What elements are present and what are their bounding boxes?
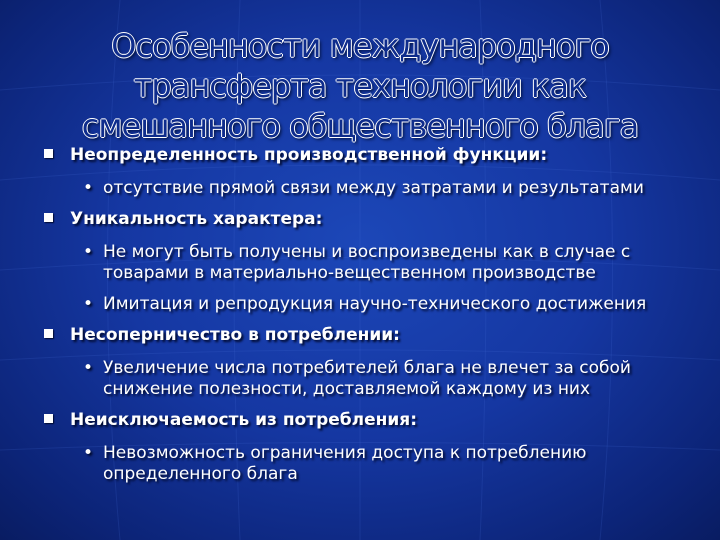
dot-bullet-icon: • [83,242,94,262]
list-item [44,358,708,400]
list-item [44,443,708,485]
dot-bullet-icon: • [83,358,94,378]
list-item [44,294,708,315]
section-heading-text: Неисключаемость из потребления: [70,410,418,430]
bullet-list [44,145,708,497]
dot-bullet-icon: • [83,443,94,463]
section-heading [44,209,708,229]
section-heading-text: Несоперничество в потреблении: [70,325,400,345]
dot-bullet-icon: • [83,294,94,314]
list-item [44,178,708,199]
section-heading [44,410,708,430]
section-heading-text: Неопределенность производственной функции: [70,145,548,165]
list-item-text: Увеличение числа потребителей блага не влечет за собой снижение полезности, доставляемой каждому из них [103,358,631,399]
list-item-text: Не могут быть получены и воспроизведены как в случае с товарами в материально-вещественном производстве [103,242,631,283]
square-bullet-icon [44,213,53,222]
section-heading [44,145,708,165]
list-item-text: Невозможность ограничения доступа к потреблению определенного блага [103,443,587,484]
square-bullet-icon [44,149,53,158]
square-bullet-icon [44,329,53,338]
list-item-text: Имитация и репродукция научно-технического достижения [103,294,647,314]
dot-bullet-icon: • [83,178,94,198]
square-bullet-icon [44,414,53,423]
section-heading [44,325,708,345]
list-item [44,242,708,284]
slide-title: Особенности международного трансферта технологии как смешанного общественного блага [81,27,639,145]
list-item-text: отсутствие прямой связи между затратами и результатами [103,178,644,198]
section-heading-text: Уникальность характера: [70,209,323,229]
